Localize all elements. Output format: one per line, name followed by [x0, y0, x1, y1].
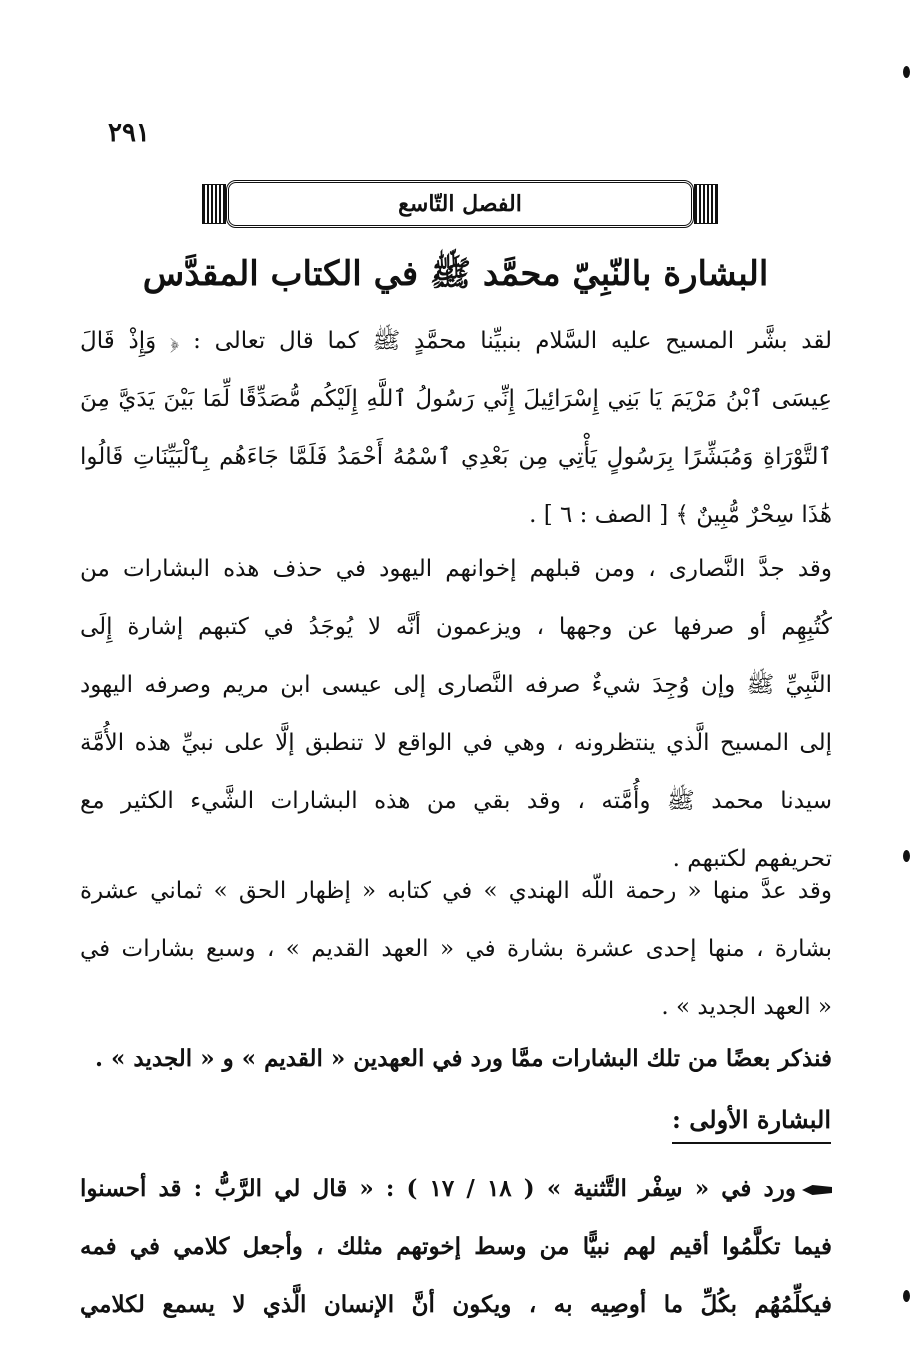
pointing-hand-icon — [802, 1185, 832, 1195]
paragraph-line: وقد جدَّ النَّصارى ، ومن قبلهم إخوانهم اليهود في حذف هذه البشارات من — [80, 556, 832, 582]
paragraph-line: فيما تكلَّمُوا أقيم لهم نبيًّا من وسط إخوتهم مثلك ، وأجعل كلامي في فمه — [80, 1233, 832, 1260]
paragraph-line: بشارة ، منها إحدى عشرة بشارة في « العهد القديم » ، وسبع بشارات في — [80, 936, 832, 962]
chapter-banner — [202, 180, 718, 228]
paragraph-line: وقد عدَّ منها « رحمة اللّه الهندي » في كتابه « إظهار الحق » ثماني عشرة — [80, 878, 832, 904]
margin-mark-bottom — [903, 1290, 910, 1302]
paragraph-line: فيكلِّمُهُم بكُلِّ ما أوصِيه به ، ويكون أنَّ الإنسان الَّذي لا يسمع لكلامي — [80, 1291, 832, 1318]
paragraph-4 — [80, 1030, 832, 1088]
banner-ornament-right — [694, 184, 718, 224]
section-heading: البشارة الأولى : — [672, 1100, 831, 1144]
paragraph-line: « العهد الجديد » . — [661, 994, 832, 1020]
paragraph-line: كُتُبِهِم أو صرفها عن وجهها ، ويزعمون أنَّه لا يُوجَدُ في كتبهم إشارة إِلَى — [80, 614, 832, 640]
banner-ornament-left — [202, 184, 226, 224]
paragraph-5 — [80, 1160, 832, 1334]
paragraph-line: فنذكر بعضًا من تلك البشارات ممَّا ورد في العهدين « القديم » و « الجديد » . — [95, 1045, 832, 1072]
chapter-title: الفصل التّاسع — [398, 191, 522, 217]
main-title: البشارة بالنّبِيّ محمَّد ﷺ في الكتاب المقدَّس — [142, 254, 769, 294]
paragraph-line — [80, 1160, 832, 1218]
paragraph-line: هَٰذَا سِحْرٌ مُّبِينٌ ﴾ [ الصف : ٦ ] . — [529, 502, 832, 528]
paragraph-line: النَّبِيِّ ﷺ وإن وُجِدَ شيءٌ صرفه النَّصارى إلى عيسى ابن مريم وصرفه اليهود — [80, 672, 832, 698]
paragraph-3 — [80, 862, 832, 1036]
paragraph-line-text: ورد في « سِفْر التَّثنية » ( ١٨ / ١٧ ) : « قال لي الرَّبُّ : قد أحسنوا — [80, 1175, 796, 1202]
banner-frame — [226, 180, 694, 228]
paragraph-line: تحريفهم لكتبهم . — [672, 846, 832, 872]
paragraph-line: ٱلتَّوْرَاةِ وَمُبَشِّرًا بِرَسُولٍ يَأْتِي مِن بَعْدِي ٱسْمُهُ أَحْمَدُ فَلَمَّا جَاءَهُم بِٱلْبَيِّنَاتِ قَالُوا — [80, 444, 832, 470]
paragraph-line: عِيسَى ٱبْنُ مَرْيَمَ يَا بَنِي إِسْرَائِيلَ إِنِّي رَسُولُ ٱللَّهِ إِلَيْكُم مُّصَدِّقًا لِّمَا بَيْنَ يَدَيَّ مِنَ — [80, 386, 832, 412]
margin-mark-top — [903, 66, 910, 78]
paragraph-2 — [80, 540, 832, 888]
page-number: ٢٩١ — [108, 118, 150, 148]
paragraph-line: إلى المسيح الَّذي ينتظرونه ، وهي في الواقع لا تنطبق إلَّا على نبيِّ هذه الأُمَّة — [80, 730, 832, 756]
paragraph-line: سيدنا محمد ﷺ وأُمَّته ، وقد بقي من هذه البشارات الشَّيء الكثير مع — [80, 788, 832, 814]
margin-mark-middle — [903, 850, 910, 862]
paragraph-line: لقد بشَّر المسيح عليه السَّلام بنبيِّنا محمَّدٍ ﷺ كما قال تعالى : ﴿ وَإِذْ قَالَ — [80, 328, 832, 354]
paragraph-1 — [80, 312, 832, 544]
